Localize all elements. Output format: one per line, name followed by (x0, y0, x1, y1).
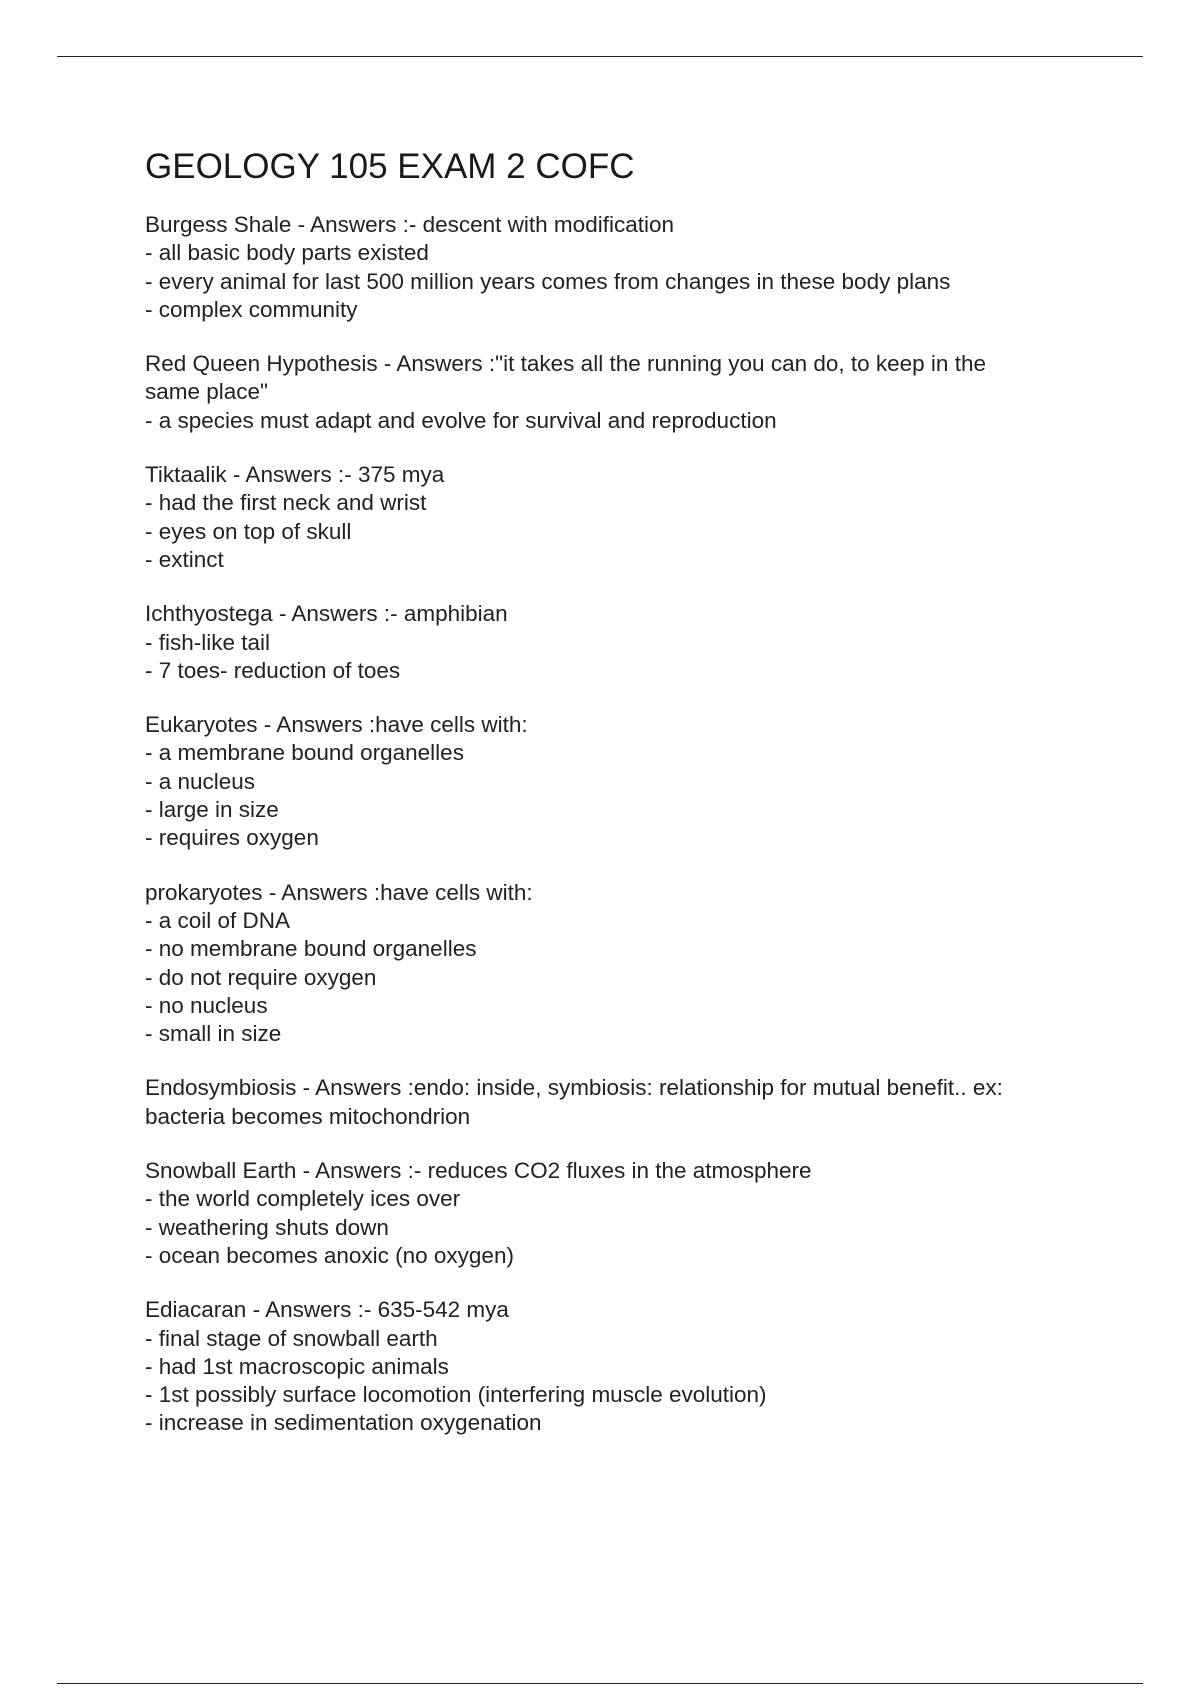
entry-detail-line: - complex community (145, 296, 358, 322)
entry-detail-line: - a species must adapt and evolve for survival and reproduction (145, 407, 777, 433)
entry-term-line: Eukaryotes - Answers :have cells with: (145, 712, 528, 738)
entry-detail-line: - had the first neck and wrist (145, 490, 427, 516)
entry-prokaryotes (145, 879, 1085, 1049)
entry-detail-line: - had 1st macroscopic animals (145, 1353, 449, 1379)
entry-detail-line: - a membrane bound organelles (145, 740, 464, 766)
entry-term-line: Snowball Earth - Answers :- reduces CO2 fluxes in the atmosphere (145, 1158, 812, 1184)
entry-endosymbiosis (145, 1074, 1085, 1131)
entry-detail-line: - a coil of DNA (145, 907, 291, 933)
entry-detail-line: - every animal for last 500 million years comes from changes in these body plans (145, 268, 951, 294)
entry-term-line: Tiktaalik - Answers :- 375 mya (145, 462, 445, 488)
entry-term-line: Ediacaran - Answers :- 635-542 mya (145, 1297, 509, 1323)
entry-detail-line: - requires oxygen (145, 825, 319, 851)
entry-snowball-earth (145, 1157, 1085, 1270)
entry-detail-line: - a nucleus (145, 768, 256, 794)
entry-red-queen-hypothesis (145, 350, 1085, 435)
entry-term-line: Burgess Shale - Answers :- descent with modification (145, 212, 674, 237)
entry-ichthyostega (145, 600, 1085, 685)
document-body (145, 145, 1085, 1464)
entry-detail-line: - eyes on top of skull (145, 518, 352, 544)
entry-detail-line: - final stage of snowball earth (145, 1325, 438, 1351)
entry-detail-line: - weathering shuts down (145, 1214, 389, 1240)
entry-detail-line: - 7 toes- reduction of toes (145, 657, 401, 683)
entry-detail-line: bacteria becomes mitochondrion (145, 1103, 471, 1129)
entry-detail-line: - 1st possibly surface locomotion (interfering muscle evolution) (145, 1382, 767, 1408)
entry-detail-line: - large in size (145, 797, 279, 823)
entry-detail-line: - increase in sedimentation oxygenation (145, 1410, 542, 1436)
entry-detail-line: - the world completely ices over (145, 1186, 461, 1212)
entry-term-line: prokaryotes - Answers :have cells with: (145, 879, 533, 905)
entry-detail-line: - do not require oxygen (145, 964, 377, 990)
entry-term-line: Ichthyostega - Answers :- amphibian (145, 601, 508, 627)
entry-tiktaalik (145, 461, 1085, 574)
entry-burgess-shale (145, 211, 1085, 324)
entry-detail-line: same place" (145, 379, 269, 405)
entry-detail-line: - extinct (145, 546, 224, 572)
entry-term-line: Red Queen Hypothesis - Answers :"it takes all the running you can do, to keep in the (145, 351, 986, 377)
entry-ediacaran (145, 1296, 1085, 1437)
entry-detail-line: - small in size (145, 1021, 282, 1047)
entry-detail-line: - ocean becomes anoxic (no oxygen) (145, 1242, 514, 1268)
entry-detail-line: - fish-like tail (145, 629, 271, 655)
bottom-divider (57, 1683, 1143, 1684)
top-divider (57, 56, 1143, 57)
entry-detail-line: - no membrane bound organelles (145, 936, 477, 962)
entry-detail-line: - no nucleus (145, 992, 268, 1018)
document-title: GEOLOGY 105 EXAM 2 COFC (145, 147, 635, 186)
entry-term-line: Endosymbiosis - Answers :endo: inside, symbiosis: relationship for mutual benefit.. ex: (145, 1075, 1003, 1101)
entry-detail-line: - all basic body parts existed (145, 240, 429, 266)
entry-eukaryotes (145, 711, 1085, 852)
